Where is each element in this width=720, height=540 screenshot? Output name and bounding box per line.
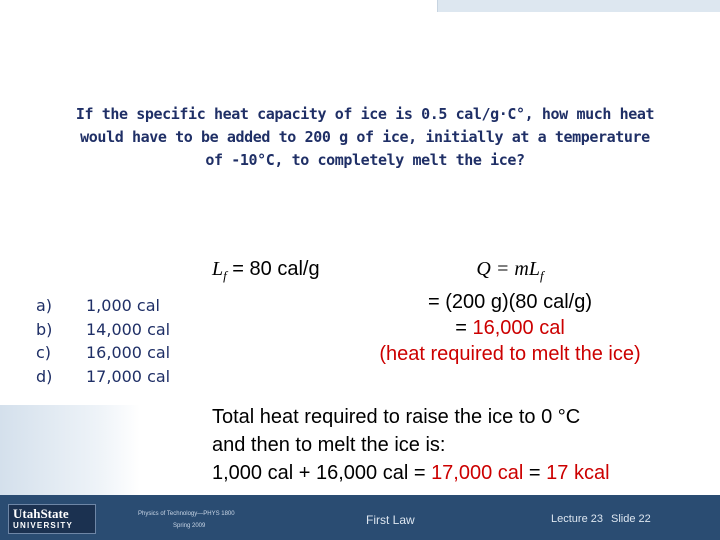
answer-value: 17,000 cal: [86, 366, 171, 386]
latent-heat-value: [212, 258, 320, 284]
lecture-number: Lecture 23: [551, 513, 603, 525]
course-term: Spring 2009: [173, 523, 206, 529]
answer-choice-c: [36, 341, 170, 365]
equation-note: (heat required to melt the ice): [379, 343, 641, 365]
slide-footer: [0, 495, 720, 540]
equation-line-3: = 16,000 cal: [455, 317, 565, 339]
answer-letter: a): [36, 296, 53, 315]
answer-choice-d: [36, 365, 170, 389]
equation-line-1: $Q = mL_f$: [476, 258, 544, 283]
question-text: [50, 103, 680, 172]
solution-equation: [340, 256, 680, 367]
logo-sub-text: UNIVERSITY: [13, 521, 74, 530]
total-line-2: and then to melt the ice is:: [212, 434, 446, 456]
latent-heat-symbol: $L_f$: [212, 258, 227, 283]
answer-value: 16,000 cal: [86, 343, 171, 362]
slide-topic: First Law: [366, 513, 415, 527]
equation-line-2: = (200 g)(80 cal/g): [428, 291, 592, 313]
answer-letter: b): [36, 319, 53, 339]
slide-number: Slide 22: [610, 513, 651, 525]
total-heat-explanation: [212, 403, 610, 487]
course-name: Physics of Technology—PHYS 1800: [138, 511, 235, 517]
total-result-cal: 17,000 cal: [431, 462, 524, 484]
total-result-kcal: 17 kcal: [546, 462, 610, 484]
logo-main-text: UtahState: [13, 506, 69, 521]
question-line: If the specific heat capacity of ice is 0.5 cal/g·C°, how much heat: [75, 105, 655, 123]
left-decorative-strip: [0, 405, 140, 495]
top-accent-bar: [437, 0, 720, 12]
lecture-slide-number: [551, 513, 659, 525]
answer-letter: d): [36, 366, 53, 386]
question-line: would have to be added to 200 g of ice, initially at a temperature: [80, 128, 650, 146]
answer-choice-a: [36, 294, 170, 318]
university-logo: [8, 504, 96, 534]
answer-value: 14,000 cal: [86, 319, 171, 339]
answer-letter: c): [36, 343, 52, 362]
total-line-1: Total heat required to raise the ice to 0 °C: [212, 406, 581, 428]
question-line: of -10°C, to completely melt the ice?: [205, 151, 525, 169]
answer-choice-b: [36, 318, 170, 342]
latent-heat-rest: = 80 cal/g: [226, 258, 320, 280]
equation-result: 16,000 cal: [472, 317, 565, 339]
answer-choices: [36, 294, 170, 388]
total-line-3: 1,000 cal + 16,000 cal = 17,000 cal = 17 kcal: [212, 462, 610, 484]
answer-value: 1,000 cal: [86, 296, 160, 315]
